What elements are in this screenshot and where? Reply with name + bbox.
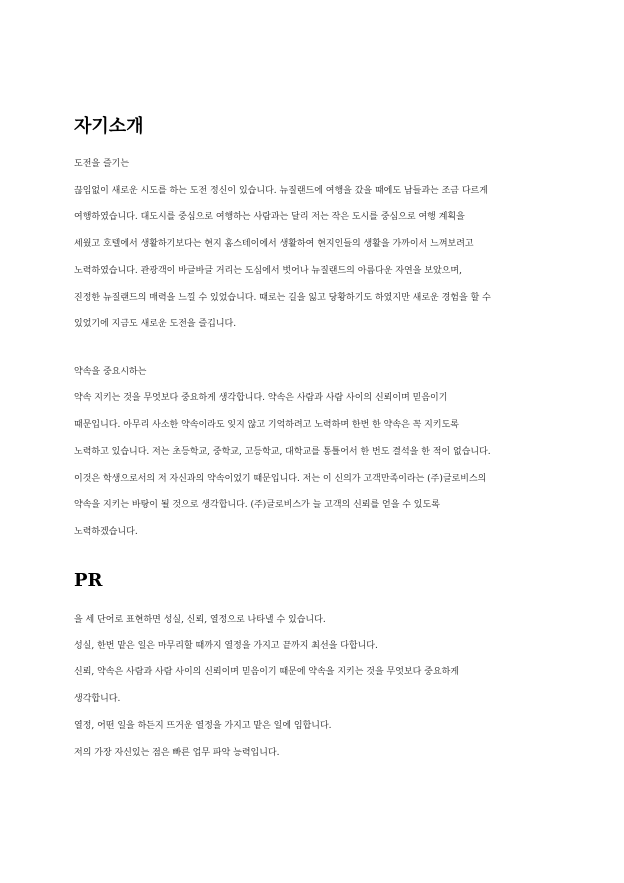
body-line: 약속 지키는 것을 무엇보다 중요하게 생각합니다. 약속은 사람과 사람 사이의 신뢰이며 믿음이기 xyxy=(74,393,448,403)
paragraph-heading-promise: 약속을 중요시하는 xyxy=(74,367,147,377)
body-line: 때문입니다. 아무리 사소한 약속이라도 잊지 않고 기억하려고 노력하며 한번 한 약속은 꼭 지키도록 xyxy=(74,420,459,430)
body-line: 진정한 뉴질랜드의 매력을 느낄 수 있었습니다. 때로는 길을 잃고 당황하기도 하였지만 새로운 경험을 할 수 xyxy=(74,293,491,303)
body-line: 여행하였습니다. 대도시를 중심으로 여행하는 사람과는 달리 저는 작은 도시를 중심으로 여행 계획을 xyxy=(74,212,465,222)
section-title-self-intro: 자기소개 xyxy=(74,116,144,137)
body-line: 성실, 한번 맡은 일은 마무리할 때까지 열정을 가지고 끝까지 최선을 다합니다. xyxy=(74,641,378,651)
body-line: 세웠고 호텔에서 생활하기보다는 현지 홈스테이에서 생활하여 현지인들의 생활을 가까이서 느껴보려고 xyxy=(74,239,474,249)
body-line: 끊임없이 새로운 시도를 하는 도전 정신이 있습니다. 뉴질랜드에 여행을 갔을 때에도 남들과는 조금 다르게 xyxy=(74,186,488,196)
body-line: 저의 가장 자신있는 점은 빠른 업무 파악 능력입니다. xyxy=(74,748,280,758)
body-line: 열정, 어떤 일을 하든지 뜨거운 열정을 가지고 맡은 일에 임합니다. xyxy=(74,721,332,731)
body-line: 생각합니다. xyxy=(74,694,121,704)
paragraph-heading-challenge: 도전을 즐기는 xyxy=(74,159,130,169)
section-title-pr: PR xyxy=(74,570,103,591)
body-line: 약속을 지키는 바탕이 될 것으로 생각합니다. (주)글로비스가 늘 고객의 신뢰를 얻을 수 있도록 xyxy=(74,500,440,510)
body-line: 신뢰, 약속은 사람과 사람 사이의 신뢰이며 믿음이기 때문에 약속을 지키는 것을 무엇보다 중요하게 xyxy=(74,667,459,677)
body-line: 노력하고 있습니다. 저는 초등학교, 중학교, 고등학교, 대학교를 통틀어서 한 번도 결석을 한 적이 없습니다. xyxy=(74,447,491,457)
body-line: 을 세 단어로 표현하면 성실, 신뢰, 열정으로 나타낼 수 있습니다. xyxy=(74,615,326,625)
body-line: 있었기에 지금도 새로운 도전을 즐깁니다. xyxy=(74,319,237,329)
body-line: 노력하겠습니다. xyxy=(74,527,138,537)
body-line: 노력하였습니다. 관광객이 바글바글 거리는 도심에서 벗어나 뉴질랜드의 아름다운 자연을 보았으며, xyxy=(74,266,462,276)
body-line: 이것은 학생으로서의 저 자신과의 약속이었기 때문입니다. 저는 이 신의가 고객만족이라는 (주)글로비스의 xyxy=(74,474,487,484)
